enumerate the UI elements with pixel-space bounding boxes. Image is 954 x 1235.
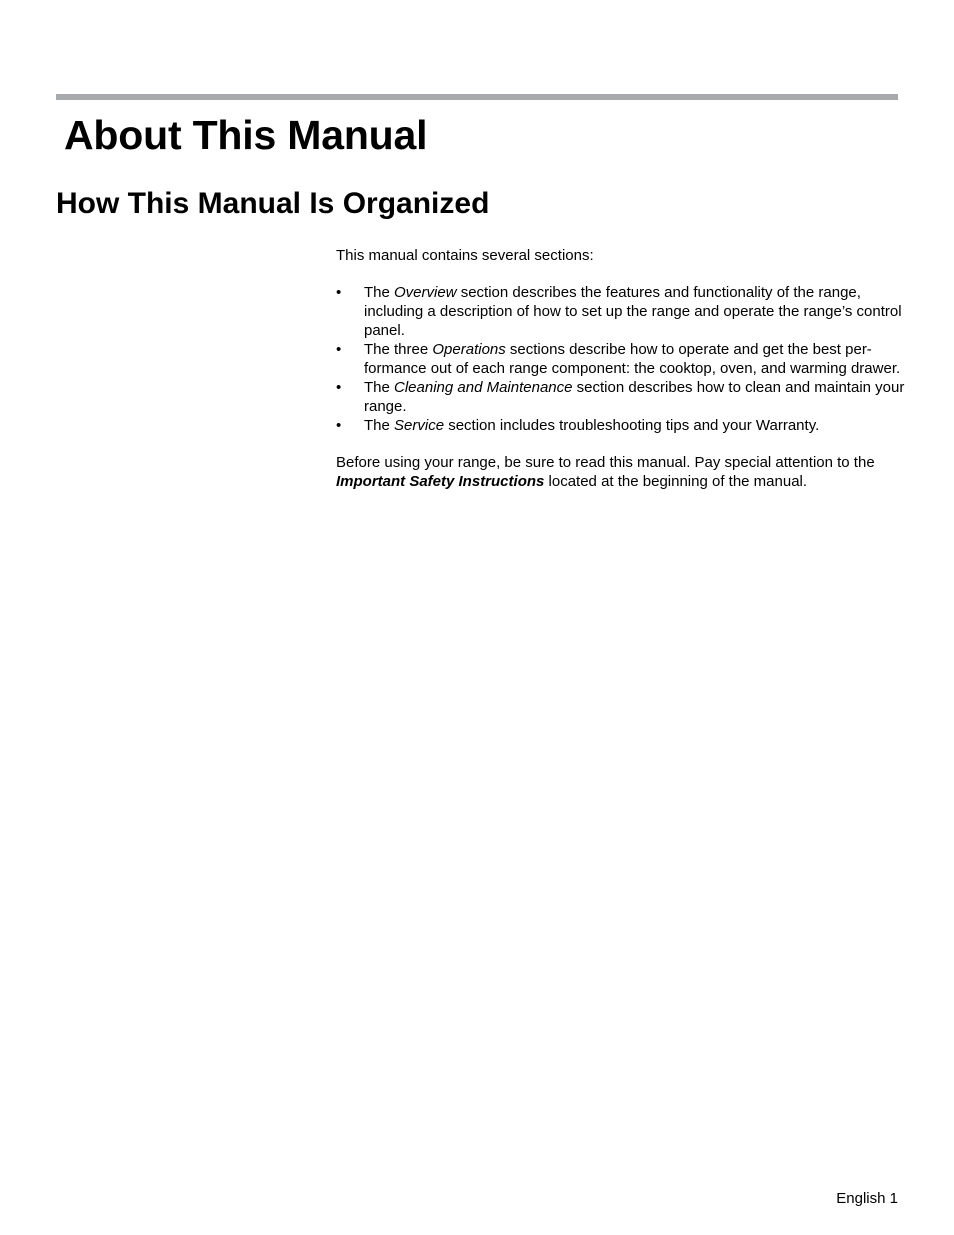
bullet-glyph: • (336, 379, 342, 396)
list-item (336, 416, 906, 435)
top-divider-rule (56, 94, 898, 100)
list-item-emphasis: Operations (432, 341, 506, 358)
closing-text-pre: Before using your range, be sure to read this manual. Pay special attention to the (336, 454, 875, 471)
page-number-footer: English 1 (836, 1190, 898, 1207)
chapter-title: About This Manual (64, 112, 428, 158)
section-title: How This Manual Is Organized (56, 187, 490, 220)
bullet-glyph: • (336, 284, 342, 301)
list-item-emphasis: Overview (394, 284, 457, 301)
bullet-glyph: • (336, 341, 342, 358)
safety-instructions-reference: Important Safety Instructions (336, 473, 545, 490)
intro-paragraph: This manual contains several sections: (336, 247, 594, 264)
list-item-text-post: section includes troubleshooting tips and your Warranty. (444, 417, 820, 434)
body-column (336, 246, 906, 491)
list-item-text-pre: The (364, 379, 395, 396)
list-item (336, 340, 906, 378)
list-item-text-pre: The (364, 417, 395, 434)
list-item (336, 283, 906, 340)
list-item-text-pre: The (364, 284, 395, 301)
list-item-text-post: sections describe how to operate and get the best per-formance out of each range component: the cooktop, oven, and warming drawer. (364, 341, 901, 377)
list-item (336, 378, 906, 416)
closing-paragraph (336, 453, 906, 491)
list-item-text-post: section describes how to clean and maintain your range. (364, 379, 905, 415)
list-item-text-pre: The three (364, 341, 433, 358)
list-item-emphasis: Cleaning and Maintenance (394, 379, 573, 396)
list-item-emphasis: Service (394, 417, 445, 434)
closing-text-post: located at the beginning of the manual. (544, 473, 808, 490)
list-item-text-post: section describes the features and functionality of the range, including a description of how to set up the range and operate the range’s control panel. (364, 284, 902, 339)
sections-list (336, 283, 906, 435)
bullet-glyph: • (336, 417, 342, 434)
